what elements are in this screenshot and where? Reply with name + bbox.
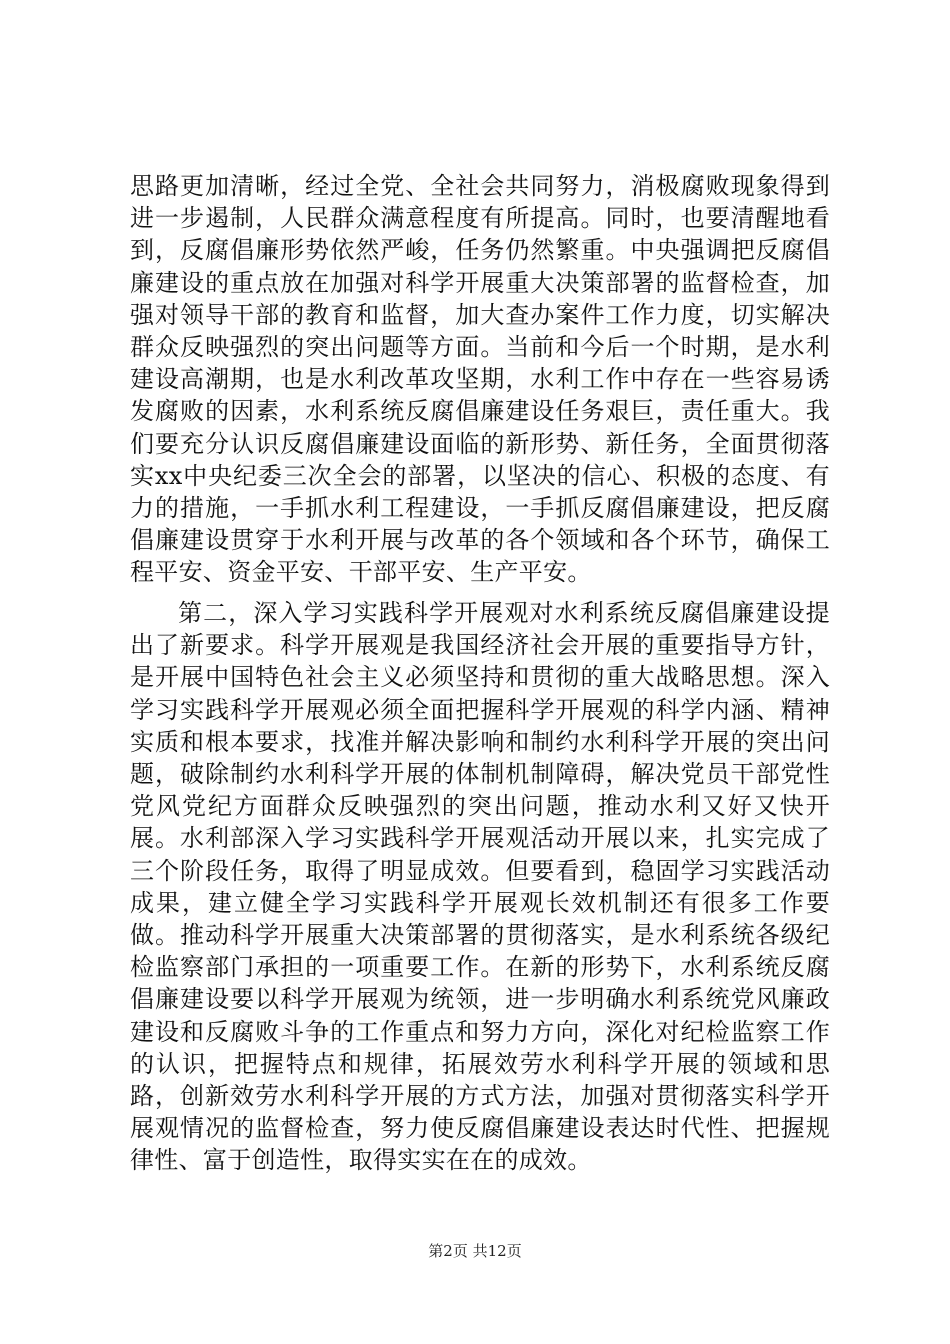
page-number-footer: 第2页 共12页 xyxy=(428,1242,522,1260)
body-paragraph-1: 思路更加清晰，经过全党、全社会共同努力，消极腐败现象得到进一步遏制，人民群众满意程度有所提高。同时，也要清醒地看到，反腐倡廉形势依然严峻，任务仍然繁重。中央强调把反腐倡廉建设的重点放在加强对科学开展重大决策部署的监督检查，加强对领导干部的教育和监督，加大查办案件工作力度，切实解决群众反映强烈的突出问题等方面。当前和今后一个时期，是水利建设高潮期，也是水利改革攻坚期，水利工作中存在一些容易诱发腐败的因素，水利系统反腐倡廉建设任务艰巨，责任重大。我们要充分认识反腐倡廉建设面临的新形势、新任务，全面贯彻落实xx中央纪委三次全会的部署，以坚决的信心、积极的态度、有力的措施，一手抓水利工程建设，一手抓反腐倡廉建设，把反腐倡廉建设贯穿于水利开展与改革的各个领域和各个环节，确保工程平安、资金平安、干部平安、生产平安。 xyxy=(130,172,830,587)
body-paragraph-2: 第二，深入学习实践科学开展观对水利系统反腐倡廉建设提出了新要求。科学开展观是我国经济社会开展的重要指导方针，是开展中国特色社会主义必须坚持和贯彻的重大战略思想。深入学习实践科学开展观必须全面把握科学开展观的科学内涵、精神实质和根本要求，找准并解决影响和制约水利科学开展的突出问题，破除制约水利科学开展的体制机制障碍，解决党员干部党性党风党纪方面群众反映强烈的突出问题，推动水利又好又快开展。水利部深入学习实践科学开展观活动开展以来，扎实完成了三个阶段任务，取得了明显成效。但要看到，稳固学习实践活动成果，建立健全学习实践科学开展观长效机制还有很多工作要做。推动科学开展重大决策部署的贯彻落实，是水利系统各级纪检监察部门承担的一项重要工作。在新的形势下，水利系统反腐倡廉建设要以科学开展观为统领，进一步明确水利系统党风廉政建设和反腐败斗争的工作重点和努力方向，深化对纪检监察工作的认识，把握特点和规律，拓展效劳水利科学开展的领域和思路，创新效劳水利科学开展的方式方法，加强对贯彻落实科学开展观情况的监督检查，努力使反腐倡廉建设表达时代性、把握规律性、富于创造性，取得实实在在的成效。 xyxy=(130,599,830,1175)
